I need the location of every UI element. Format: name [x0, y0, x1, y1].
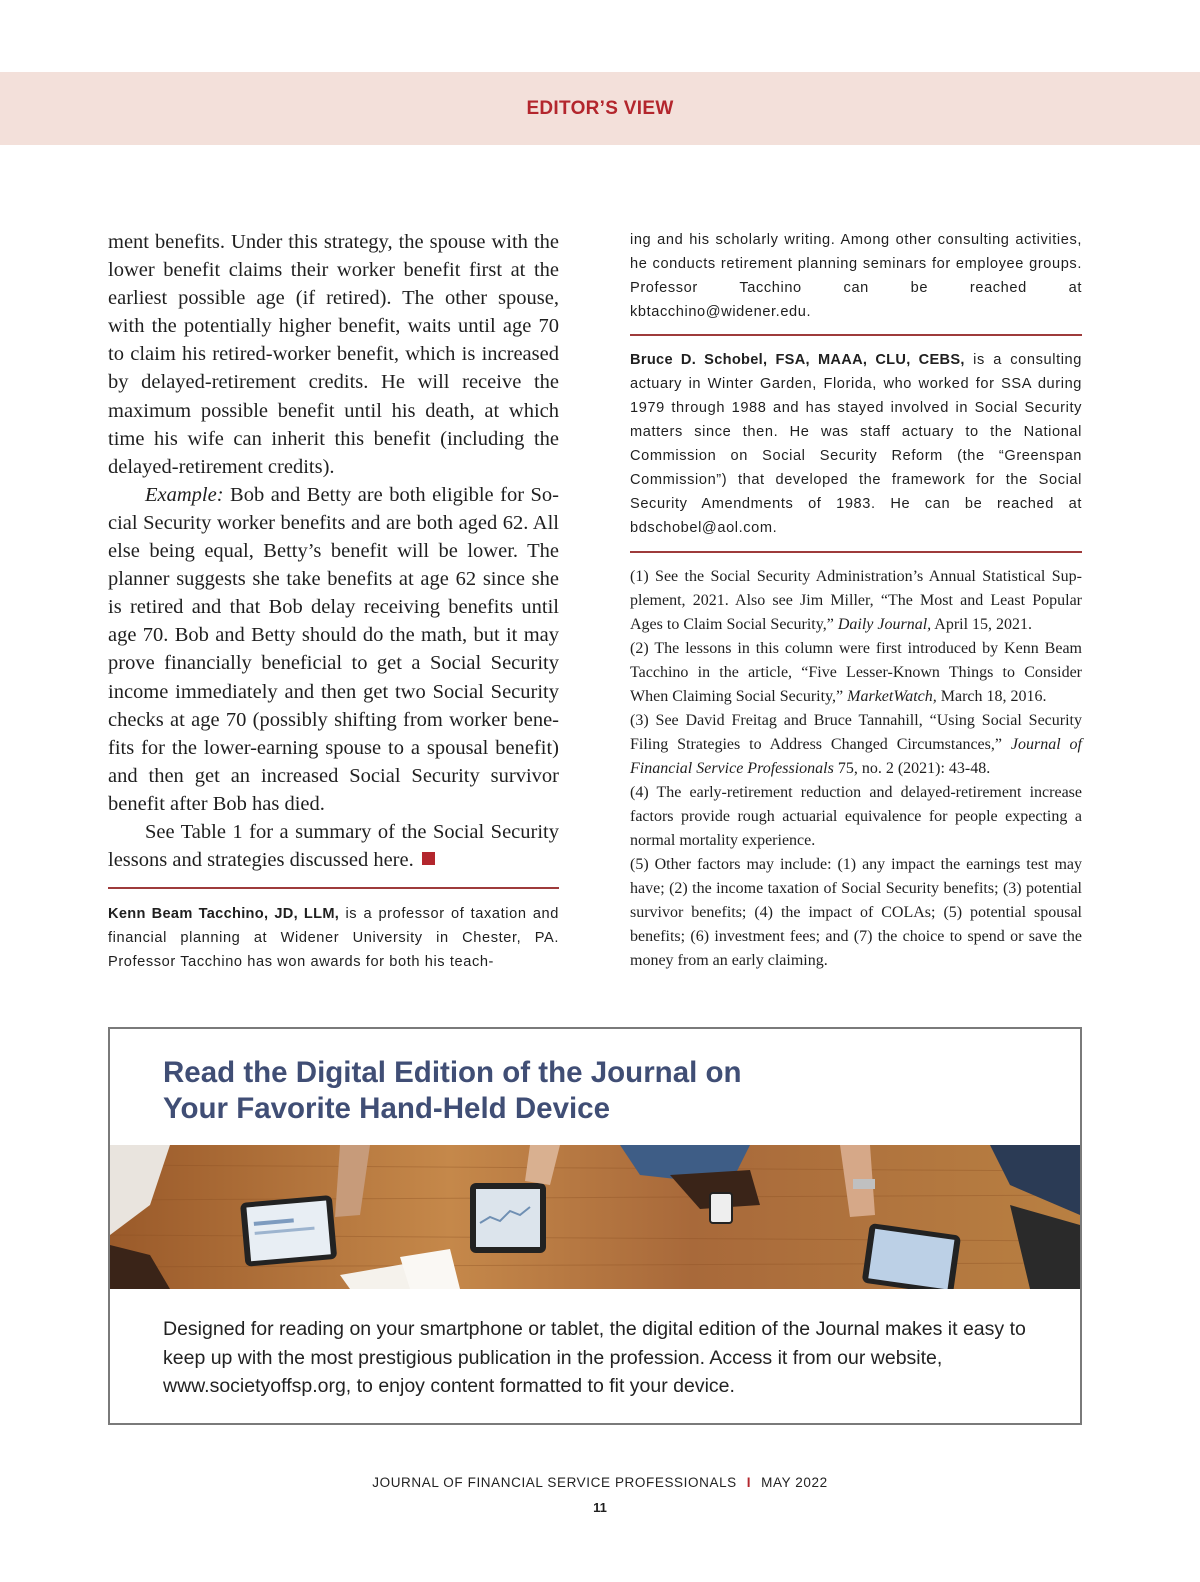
tablet-1	[240, 1195, 337, 1267]
body-paragraph-example	[108, 481, 559, 818]
section-header-band	[0, 72, 1200, 145]
endnote-text: April 15, 2021.	[931, 616, 1033, 633]
tablets-illustration	[110, 1145, 1080, 1289]
endnote-text: (2) The lessons in this column were first introduced by Kenn Beam Tacchino in the article, “Five Lesser-Known Things to Consider When Claiming Social Security,”	[630, 640, 1082, 705]
ad-title	[163, 1055, 742, 1127]
author-name: Kenn Beam Tacchino, JD, LLM,	[108, 906, 340, 923]
section-label: EDITOR’S VIEW	[526, 97, 674, 119]
footer-separator: I	[746, 1475, 752, 1490]
endnote-4: (4) The early-retirement reduction and delayed-retirement increase factors provide rough actuarial equivalence for people expecting a normal mortality experience.	[630, 784, 1082, 849]
author-bio-schobel	[630, 348, 1082, 540]
endnote-text: 75, no. 2 (2021): 43-48.	[833, 760, 991, 777]
example-lead: Example:	[145, 483, 224, 506]
ad-photo-tablets-on-table	[110, 1145, 1080, 1289]
left-column	[108, 228, 559, 974]
smartphone	[710, 1193, 732, 1223]
author-bio-text: is a professor of taxation and financial planning at Widener University in Chester, PA. Professor Tacchino has won awards for both his teach-	[108, 906, 559, 971]
page-footer	[0, 1475, 1200, 1490]
endnote-text: (1) See the Social Security Administration’s Annual Statistical Supplement, 2021. Also see Jim Miller, “The Most and Least Popular Ages to Claim Social Security,”	[630, 568, 1082, 633]
divider	[630, 334, 1082, 336]
ad-body-text: Designed for reading on your smartphone or tablet, the digital edition of the Journal makes it easy to keep up with the most prestigious publication in the profession. Access it from our website, www.societyoffsp.org, to enjoy content formatted to fit your device.	[163, 1318, 1026, 1397]
divider	[108, 887, 559, 889]
end-of-article-mark	[422, 852, 435, 865]
endnote-italic: Daily Journal,	[837, 616, 932, 633]
endnote-italic: Journal of Financial Service Professionals	[630, 736, 1083, 777]
endnote-3	[630, 709, 1082, 781]
ad-title-line-2: Your Favorite Hand-Held Device	[163, 1092, 610, 1125]
journal-name: JOURNAL OF FINANCIAL SERVICE PROFESSIONALS	[372, 1475, 737, 1490]
right-column	[630, 228, 1082, 973]
author-name: Bruce D. Schobel, FSA, MAAA, CLU, CEBS,	[630, 352, 965, 368]
issue-date: MAY 2022	[761, 1475, 828, 1490]
author-bio-text: is a consulting actuary in Winter Garden, Florida, who worked for SSA during 1979 through 1988 and has stayed involved in Social Security matters since then. He was staff actuary to the National Commission on Social Security Reform (the “Greenspan Commission”) that developed the framework for the Social Security Amendments of 1983. He can be reached at bdschobel@aol.com.	[630, 352, 1082, 536]
endnote-text: (3) See David Freitag and Bruce Tannahill, “Using Social Security Filing Strategies to Address Changed Circumstances,”	[630, 712, 1082, 753]
author-bio-tacchino	[108, 902, 559, 974]
digital-edition-ad	[108, 1027, 1082, 1425]
example-text: Bob and Betty are both eligible for Social Security worker benefits and are both aged 62. All else being equal, Betty’s benefit will be lower. The planner suggests she take benefits at age 62 since she is retired and that Bob delay receiving benefits until age 70. Bob and Betty should do the math, but it may prove financially beneficial to get a Social Security income immediately and then get two Social Security checks at age 70 (possibly shifting from worker benefits for the lower-earning spouse to a spousal benefit) and then get an increased Social Security survivor benefit after Bob has died.	[108, 483, 559, 815]
tablet-2	[470, 1183, 546, 1253]
endnote-italic: MarketWatch,	[847, 688, 937, 705]
author-bio-continued: ing and his scholarly writing. Among other consulting activities, he conducts retirement planning seminars for employee groups. Professor Tacchino can be reached at kbtacchino@widener.edu.	[630, 232, 1082, 320]
endnote-1	[630, 565, 1082, 637]
ad-title-line-1: Read the Digital Edition of the Journal on	[163, 1056, 742, 1089]
endnote-5: (5) Other factors may include: (1) any impact the earnings test may have; (2) the income taxation of Social Security benefits; (3) potential survivor benefits; (4) the impact of COLAs; (5) potential spousal benefits; (6) investment fees; and (7) the choice to spend or save the money from an early claiming.	[630, 856, 1082, 969]
body-paragraph: ment benefits. Under this strategy, the spouse with the lower benefit claims their worker benefit first at the earliest possible age (if retired). The other spouse, with the potentially higher benefit, waits until age 70 to claim his retired-worker benefit, which is increased by delayed-retirement credits. He will receive the maximum possible benefit until his death, at which time his wife can inherit this benefit (including the delayed-retirement credits).	[108, 231, 559, 478]
endnote-2	[630, 637, 1082, 709]
endnote-text: March 18, 2016.	[936, 688, 1047, 705]
body-paragraph-closing	[108, 818, 559, 874]
page-number: 11	[593, 1500, 607, 1515]
endnotes	[630, 565, 1082, 973]
watch	[853, 1179, 875, 1189]
divider	[630, 551, 1082, 553]
closing-text: See Table 1 for a summary of the Social Security lessons and strategies discussed here.	[108, 820, 559, 872]
